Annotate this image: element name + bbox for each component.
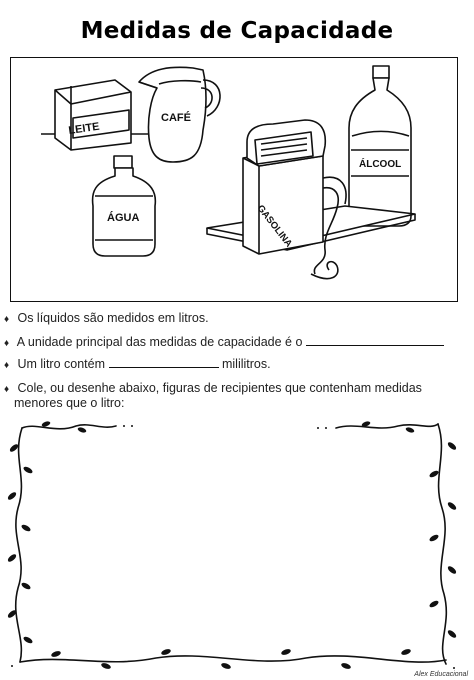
vine-border-icon xyxy=(6,418,462,670)
sentence-4-continued xyxy=(14,396,124,410)
sentence-1 xyxy=(4,311,209,325)
water-bottle-icon xyxy=(93,156,156,256)
bullet-icon: ♦ xyxy=(4,338,10,349)
alcohol-label: ÁLCOOL xyxy=(359,159,402,170)
gasoline-label: GASOLINA xyxy=(254,203,295,250)
sentence-4-text-b: menores que o litro: xyxy=(14,396,125,410)
sentence-4 xyxy=(4,381,422,395)
answer-blank-unit[interactable] xyxy=(306,334,444,346)
bullet-icon: ♦ xyxy=(4,384,10,395)
coffee-label: CAFÉ xyxy=(161,112,191,124)
milk-label: LEITE xyxy=(67,120,101,137)
illustration-box xyxy=(10,57,458,302)
sentence-3-text-a: Um litro contém xyxy=(17,357,106,371)
alcohol-bottle-icon xyxy=(349,66,411,226)
sentence-2 xyxy=(4,334,444,349)
sentence-1-text: Os líquidos são medidos em litros. xyxy=(17,311,209,325)
containers-illustration xyxy=(11,58,459,303)
milk-carton-icon xyxy=(55,80,131,150)
bullet-icon: ♦ xyxy=(4,360,10,371)
sentence-3 xyxy=(4,356,271,371)
gas-pump-icon xyxy=(243,120,346,279)
bullet-icon: ♦ xyxy=(4,314,10,325)
sentence-3-text-b: mililitros. xyxy=(221,357,271,371)
credit-text: Alex Educacional xyxy=(414,671,468,678)
water-label: ÁGUA xyxy=(107,212,140,224)
sentence-4-text-a: Cole, ou desenhe abaixo, figuras de recipientes que contenham medidas xyxy=(17,381,422,395)
drawing-area[interactable] xyxy=(6,418,462,670)
answer-blank-milliliters[interactable] xyxy=(109,356,219,368)
page-title: Medidas de Capacidade xyxy=(80,18,394,44)
sentence-2-text: A unidade principal das medidas de capacidade é o xyxy=(16,335,303,349)
